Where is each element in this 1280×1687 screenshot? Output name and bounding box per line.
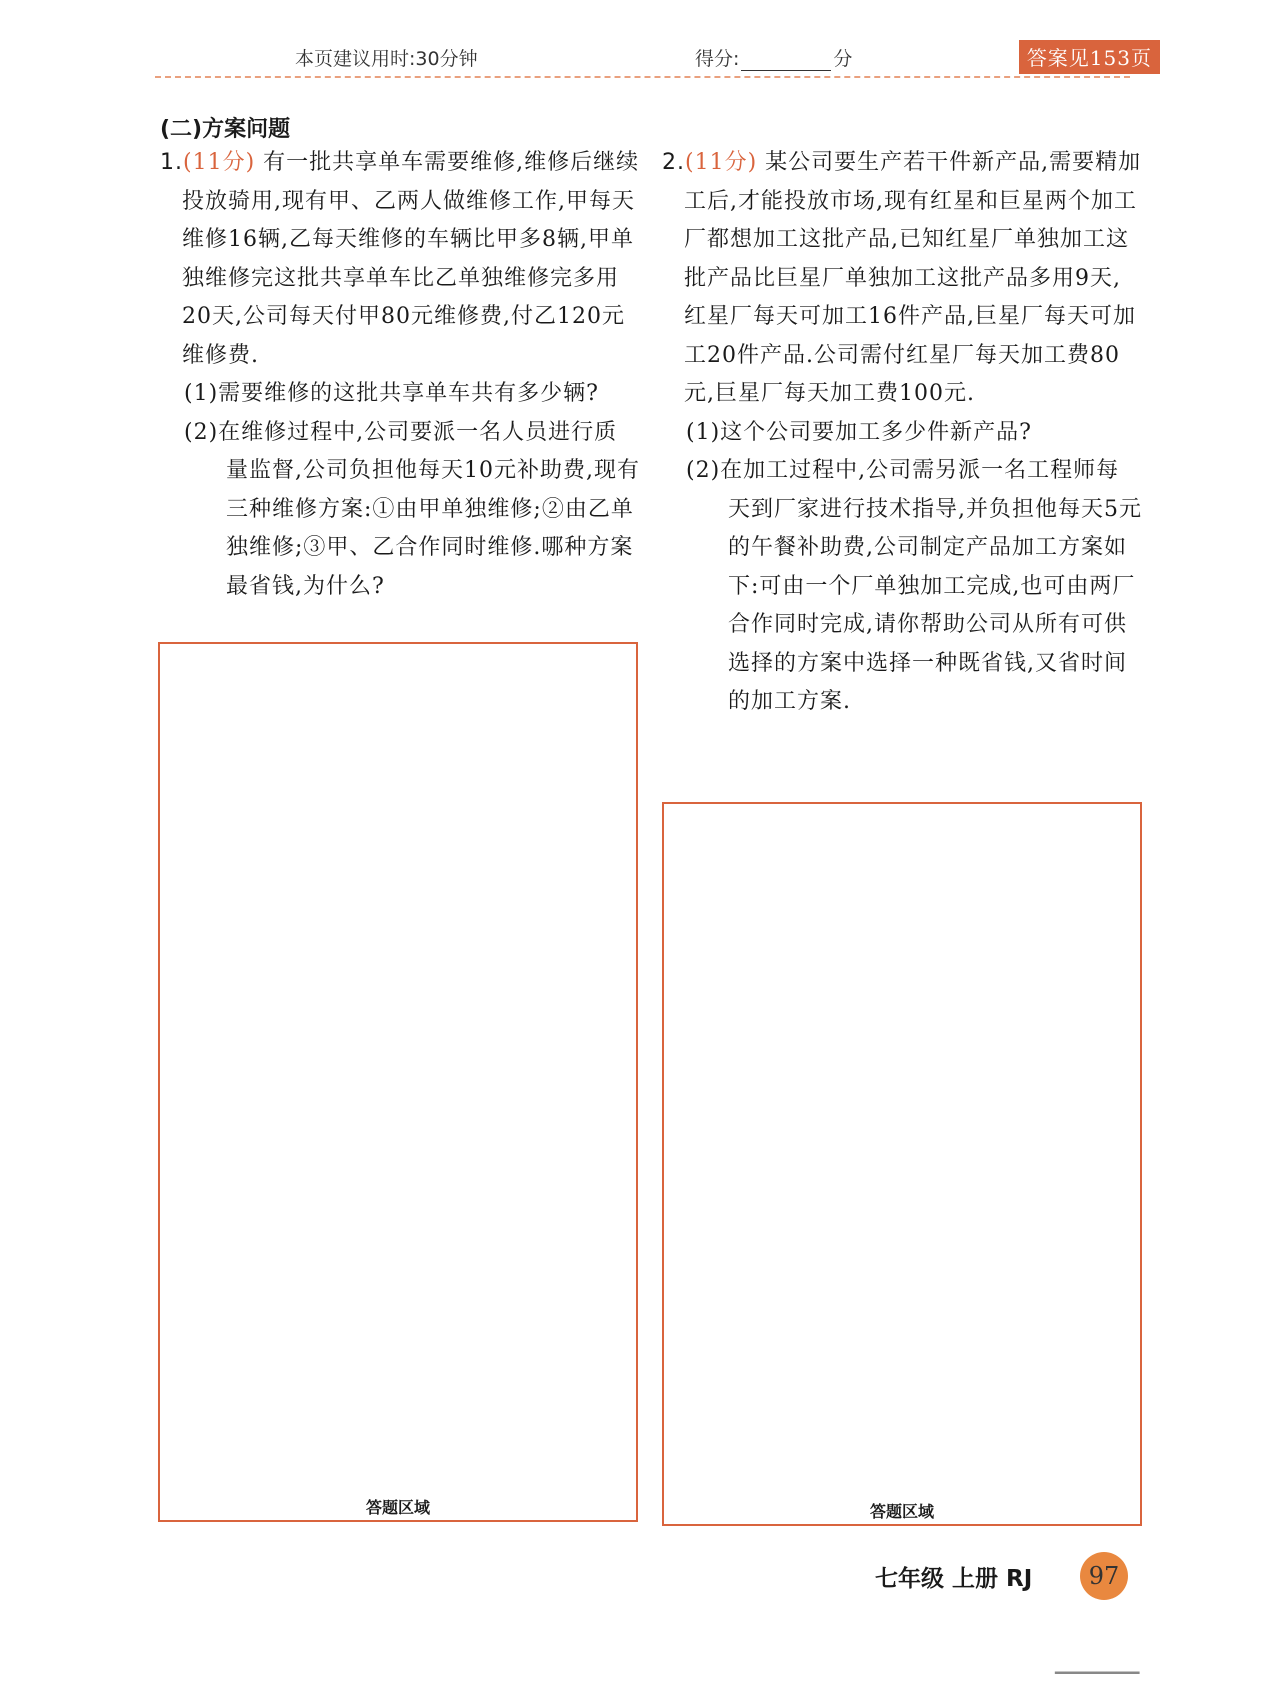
- question-2: [662, 144, 1142, 722]
- score-unit: 分: [833, 48, 853, 70]
- question-1: [160, 144, 640, 606]
- question-2-part-1: (1)这个公司要加工多少件新产品?: [686, 419, 1032, 445]
- answer-area-label: 答题区域: [365, 1498, 430, 1517]
- question-1-part-2: (2)在维修过程中,公司要派一名人员进行质量监督,公司负担他每天10元补助费,现有三种维修方案:①由甲单独维修;②由乙单独维修;③甲、乙合作同时维修.哪种方案最省钱,为什么?: [184, 419, 640, 599]
- suggested-time: 本页建议用时:30分钟: [295, 48, 478, 70]
- scrollbar-icon: ▁▁▁▁▁▁▁▁: [1055, 1655, 1138, 1674]
- answer-reference-badge: 答案见153页: [1019, 40, 1160, 74]
- answer-area-2[interactable]: [662, 802, 1142, 1526]
- score-label: 得分:: [695, 48, 740, 70]
- answer-area-1[interactable]: [158, 642, 638, 1522]
- header-divider: [155, 76, 1130, 78]
- question-text: 某公司要生产若干件新产品,需要精加工后,才能投放市场,现有红星和巨星两个加工厂都想加工这批产品,已知红星厂单独加工这批产品比巨星厂单独加工这批产品多用9天,红星厂每天可加工16件产品,巨星厂每天可加工20件产品.公司需付红星厂每天加工费80元,巨星厂每天加工费100元.: [684, 150, 1142, 406]
- question-2-part-2: (2)在加工过程中,公司需另派一名工程师每天到厂家进行技术指导,并负担他每天5元的午餐补助费,公司制定产品加工方案如下:可由一个厂单独加工完成,也可由两厂合作同时完成,请你帮助公司从所有可供选择的方案中选择一种既省钱,又省时间的加工方案.: [686, 458, 1142, 714]
- question-2-stem: [662, 144, 1142, 414]
- score-field: [695, 44, 852, 71]
- question-number: 1.: [160, 150, 183, 175]
- answer-area-label: 答题区域: [869, 1502, 934, 1521]
- page-number: 97: [1080, 1552, 1128, 1600]
- section-title: (二)方案问题: [160, 117, 291, 142]
- question-1-stem: [160, 144, 640, 375]
- score-blank: [741, 52, 831, 71]
- question-points: (11分): [685, 150, 758, 175]
- question-number: 2.: [662, 150, 685, 175]
- question-1-part-1: (1)需要维修的这批共享单车共有多少辆?: [184, 381, 599, 406]
- question-text: 有一批共享单车需要维修,维修后继续投放骑用,现有甲、乙两人做维修工作,甲每天维修16辆,乙每天维修的车辆比甲多8辆,甲单独维修完这批共享单车比乙单独维修完多用20天,公司每天付甲80元维修费,付乙120元维修费.: [182, 150, 640, 368]
- question-points: (11分): [183, 150, 256, 175]
- grade-label: 七年级 上册 RJ: [875, 1566, 1033, 1592]
- page-header: [150, 40, 1152, 80]
